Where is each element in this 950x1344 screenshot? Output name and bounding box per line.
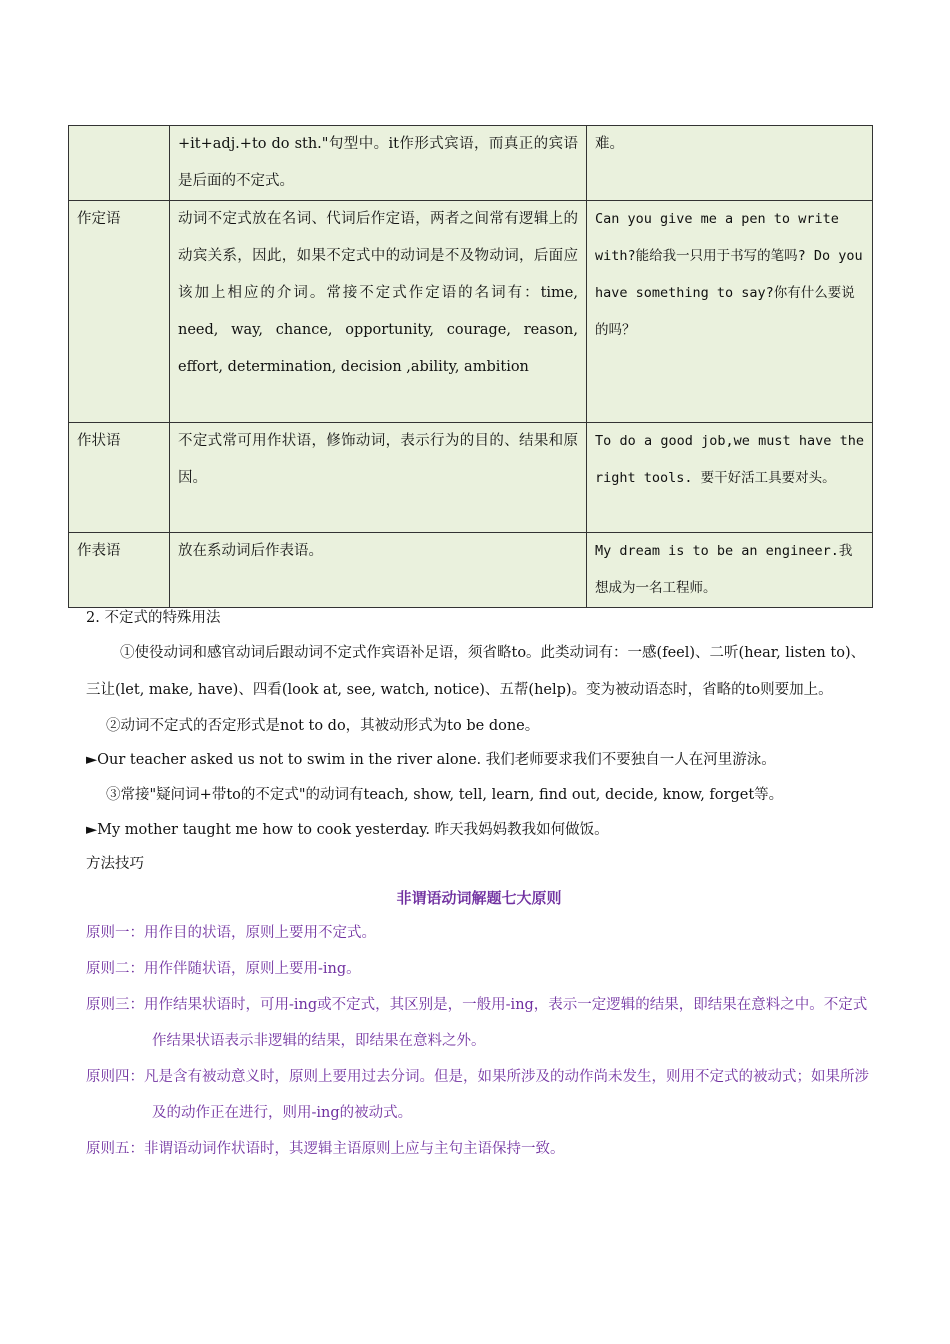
rule-item: 原则一：用作目的状语，原则上要用不定式。 <box>86 925 376 941</box>
example-sentence: ►My mother taught me how to cook yesterday. 昨天我妈妈教我如何做饭。 <box>86 822 609 838</box>
rule-item: 原则四：凡是含有被动意义时，原则上要用过去分词。但是，如果所涉及的动作尚未发生，则用不定式的被动式；如果所涉及的动作正在进行，则用-ing的被动式。 <box>86 1069 869 1121</box>
explanation-cell: 动词不定式放在名词、代词后作定语，两者之间常有逻辑上的动宾关系，因此，如果不定式中的动词是不及物动词，后面应该加上相应的介词。常接不定式作定语的名词有：time, need, way, chance, opportunity, courage, reason, effort, determination, decision ,ability, ambition <box>170 201 587 423</box>
example-cell: 难。 <box>587 126 873 201</box>
explanation-cell: 放在系动词后作表语。 <box>170 533 587 608</box>
rule-item: 原则三：用作结果状语时，可用-ing或不定式，其区别是，一般用-ing，表示一定逻辑的结果，即结果在意料之中。不定式作结果状语表示非逻辑的结果，即结果在意料之外。 <box>86 997 868 1049</box>
explanation-cell: +it+adj.+to do sth."句型中。it作形式宾语，而真正的宾语是后面的不定式。 <box>170 126 587 201</box>
rule-item: 原则二：用作伴随状语，原则上要用-ing。 <box>86 961 361 977</box>
table-row <box>69 533 873 608</box>
role-cell: 作表语 <box>69 533 170 608</box>
usage-paragraph: ③常接"疑问词+带to的不定式"的动词有teach, show, tell, learn, find out, decide, know, forget等。 <box>106 787 784 803</box>
usage-paragraph: ①使役动词和感官动词后跟动词不定式作宾语补足语，须省略to。此类动词有：一感(feel)、二听(hear, listen to)、三让(let, make, have)、四看(look at, see, watch, notice)、五帮(help)。变为被动语态时，省略的to则要加上。 <box>86 645 866 698</box>
explanation-cell: 不定式常可用作状语，修饰动词，表示行为的目的、结果和原因。 <box>170 423 587 533</box>
example-sentence: ►Our teacher asked us not to swim in the river alone. 我们老师要求我们不要独自一人在河里游泳。 <box>86 752 776 768</box>
role-cell <box>69 126 170 201</box>
example-cell: To do a good job,we must have the right tools. 要干好活工具要对头。 <box>587 423 873 533</box>
example-cell: My dream is to be an engineer.我想成为一名工程师。 <box>587 533 873 608</box>
infinitive-usage-table <box>68 125 873 608</box>
rule-item: 原则五：非谓语动词作状语时，其逻辑主语原则上应与主句主语保持一致。 <box>86 1141 565 1157</box>
example-cell: Can you give me a pen to write with?能给我一只用于书写的笔吗? Do you have something to say?你有什么要说的吗？ <box>587 201 873 423</box>
table-row <box>69 423 873 533</box>
table-row <box>69 126 873 201</box>
role-cell: 作定语 <box>69 201 170 423</box>
section-title: 2. 不定式的特殊用法 <box>86 610 221 626</box>
role-cell: 作状语 <box>69 423 170 533</box>
rules-heading: 非谓语动词解题七大原则 <box>396 889 562 907</box>
table-row <box>69 201 873 423</box>
special-usage-section <box>86 601 872 1167</box>
usage-paragraph: ②动词不定式的否定形式是not to do，其被动形式为to be done。 <box>106 718 540 734</box>
methods-label: 方法技巧 <box>86 856 144 872</box>
